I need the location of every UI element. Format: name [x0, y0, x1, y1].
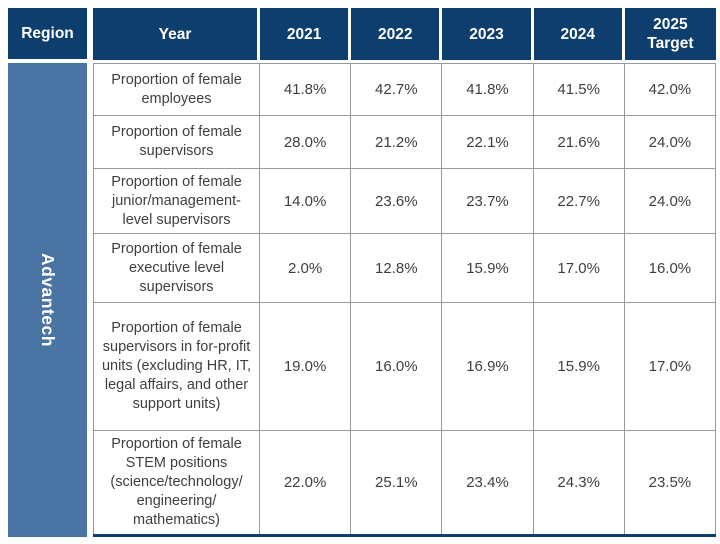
column-header-2024: 2024 — [534, 8, 625, 63]
region-label: Advantech — [38, 253, 58, 347]
region-column — [8, 8, 87, 537]
value-cell: 23.4% — [442, 431, 533, 534]
value-cell: 21.2% — [351, 116, 442, 169]
value-cell: 22.0% — [260, 431, 351, 534]
row-label: Proportion of female supervisors — [93, 116, 260, 169]
value-cell: 25.1% — [351, 431, 442, 534]
value-cell: 42.7% — [351, 63, 442, 116]
value-cell: 24.0% — [625, 169, 716, 234]
value-cell: 24.0% — [625, 116, 716, 169]
region-cell — [8, 63, 87, 537]
value-cell: 17.0% — [534, 234, 625, 303]
row-label: Proportion of female junior/management-level supervisors — [93, 169, 260, 234]
value-cell: 19.0% — [260, 303, 351, 431]
value-cell: 15.9% — [442, 234, 533, 303]
column-header-2021: 2021 — [260, 8, 351, 63]
column-header-year: Year — [93, 8, 260, 63]
value-cell: 23.5% — [625, 431, 716, 534]
data-table — [93, 8, 716, 537]
value-cell: 22.7% — [534, 169, 625, 234]
value-cell: 21.6% — [534, 116, 625, 169]
column-header-2023: 2023 — [442, 8, 533, 63]
value-cell: 16.9% — [442, 303, 533, 431]
region-column-header: Region — [8, 8, 87, 63]
value-cell: 22.1% — [442, 116, 533, 169]
value-cell: 23.7% — [442, 169, 533, 234]
value-cell: 41.8% — [442, 63, 533, 116]
value-cell: 16.0% — [625, 234, 716, 303]
value-cell: 23.6% — [351, 169, 442, 234]
column-header-2022: 2022 — [351, 8, 442, 63]
row-label: Proportion of female employees — [93, 63, 260, 116]
row-label: Proportion of female supervisors in for-profit units (excluding HR, IT, legal affairs, and other support units) — [93, 303, 260, 431]
value-cell: 15.9% — [534, 303, 625, 431]
row-label: Proportion of female STEM positions (science/technology/ engineering/ mathematics) — [93, 431, 260, 534]
value-cell: 16.0% — [351, 303, 442, 431]
value-cell: 41.5% — [534, 63, 625, 116]
column-header-2025-target: 2025 Target — [625, 8, 716, 63]
value-cell: 17.0% — [625, 303, 716, 431]
value-cell: 41.8% — [260, 63, 351, 116]
value-cell: 14.0% — [260, 169, 351, 234]
value-cell: 24.3% — [534, 431, 625, 534]
row-label: Proportion of female executive level supervisors — [93, 234, 260, 303]
value-cell: 42.0% — [625, 63, 716, 116]
value-cell: 12.8% — [351, 234, 442, 303]
value-cell: 2.0% — [260, 234, 351, 303]
value-cell: 28.0% — [260, 116, 351, 169]
